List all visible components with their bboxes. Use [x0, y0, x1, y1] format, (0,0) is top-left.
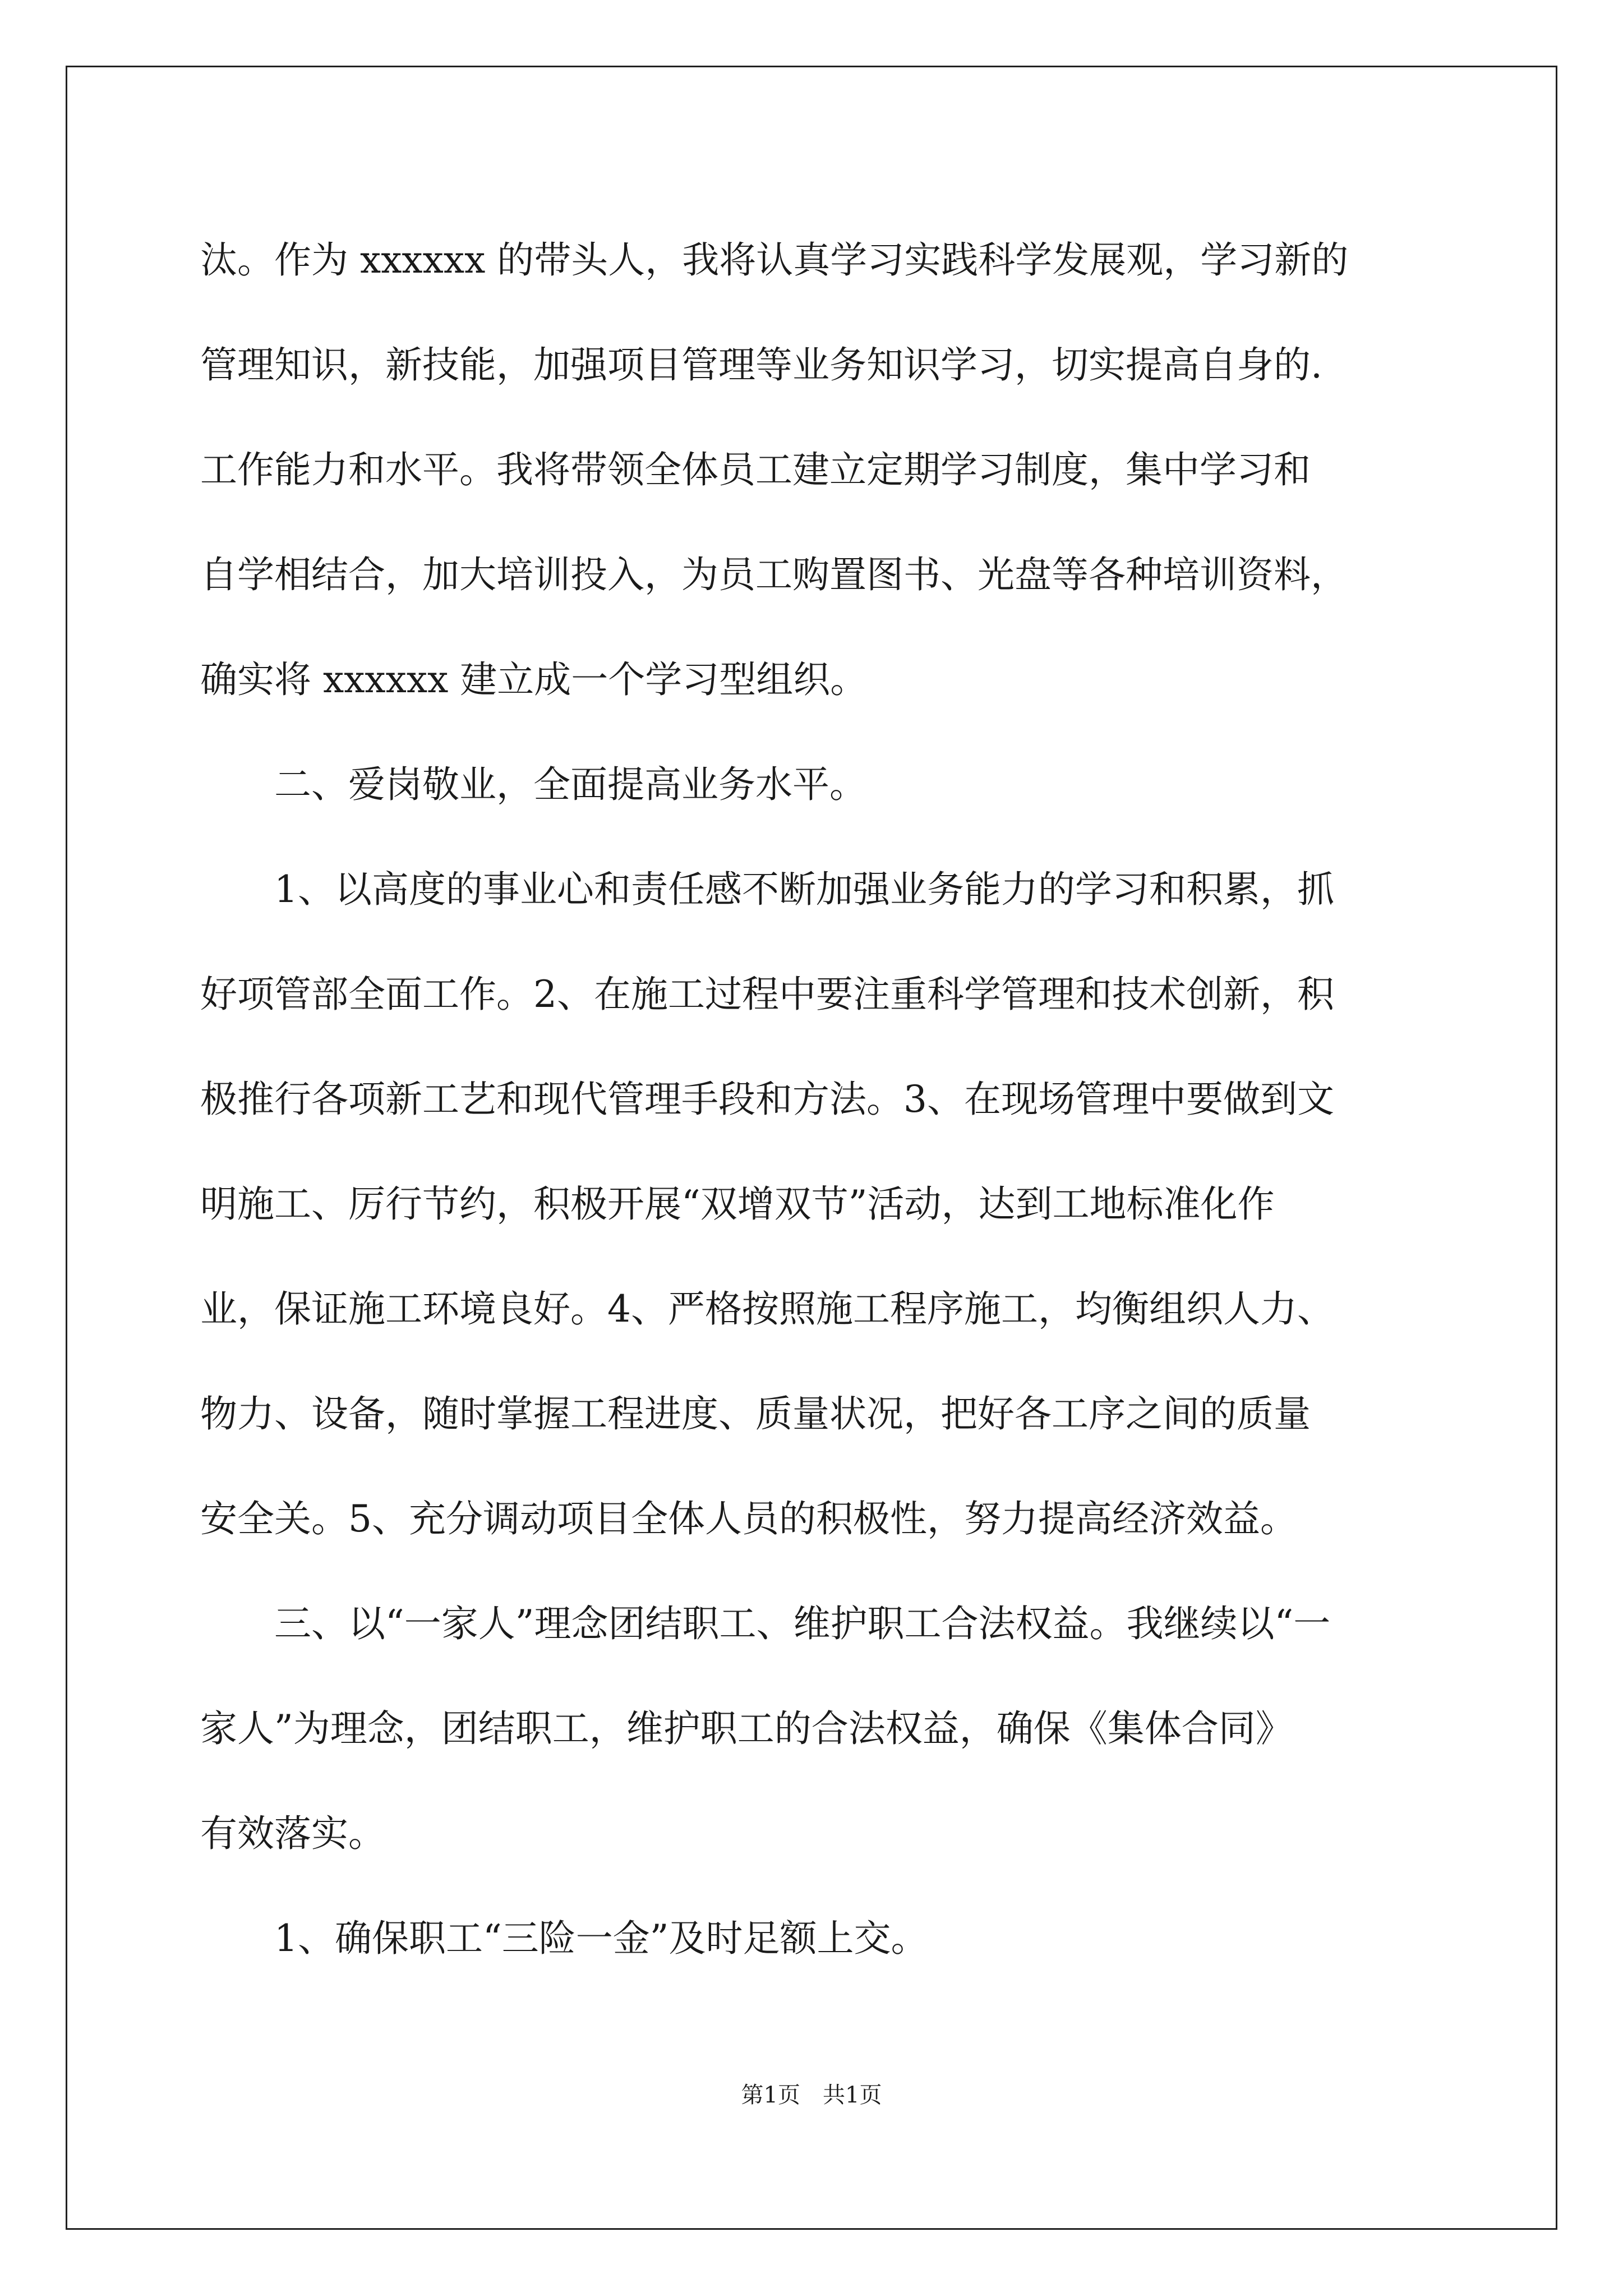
text-line: 有效落实。	[200, 1812, 385, 1855]
text-line: 家人”为理念，团结职工，维护职工的合法权益，确保《集体合同》	[200, 1707, 1293, 1750]
text-line: 明施工、厉行节约，积极开展“双增双节”活动，达到工地标准化作	[200, 1182, 1275, 1226]
text-line: 自学相结合，加大培训投入，为员工购置图书、光盘等各种培训资料，	[200, 553, 1348, 596]
text-line: 管理知识，新技能，加强项目管理等业务知识学习，切实提高自身的.	[200, 343, 1322, 386]
text-line: 好项管部全面工作。2、在施工过程中要注重科学管理和技术创新，积	[200, 973, 1334, 1016]
section-heading: 三、以“一家人”理念团结职工、维护职工合法权益。我继续以“一	[200, 1602, 1331, 1645]
text-line: 确实将 xxxxxx 建立成一个学习型组织。	[200, 658, 868, 701]
text-line: 汰。作为 xxxxxx 的带头人，我将认真学习实践科学发展观，学习新的	[200, 238, 1349, 282]
text-line: 业，保证施工环境良好。4、严格按照施工程序施工，均衡组织人力、	[200, 1287, 1334, 1331]
text-line: 物力、设备，随时掌握工程进度、质量状况，把好各工序之间的质量	[200, 1392, 1311, 1435]
text-line: 工作能力和水平。我将带领全体员工建立定期学习制度，集中学习和	[200, 448, 1311, 491]
document-body	[200, 208, 1423, 1991]
text-line: 1、以高度的事业心和责任感不断加强业务能力的学习和积累，抓	[200, 868, 1334, 911]
text-line: 极推行各项新工艺和现代管理手段和方法。3、在现场管理中要做到文	[200, 1078, 1334, 1121]
page-number-footer: 第1页 共1页	[741, 2082, 882, 2108]
section-heading: 二、爱岗敬业，全面提高业务水平。	[200, 763, 866, 806]
text-line: 安全关。5、充分调动项目全体人员的积极性，努力提高经济效益。	[200, 1497, 1297, 1540]
text-line: 1、确保职工“三险一金”及时足额上交。	[200, 1917, 928, 1960]
